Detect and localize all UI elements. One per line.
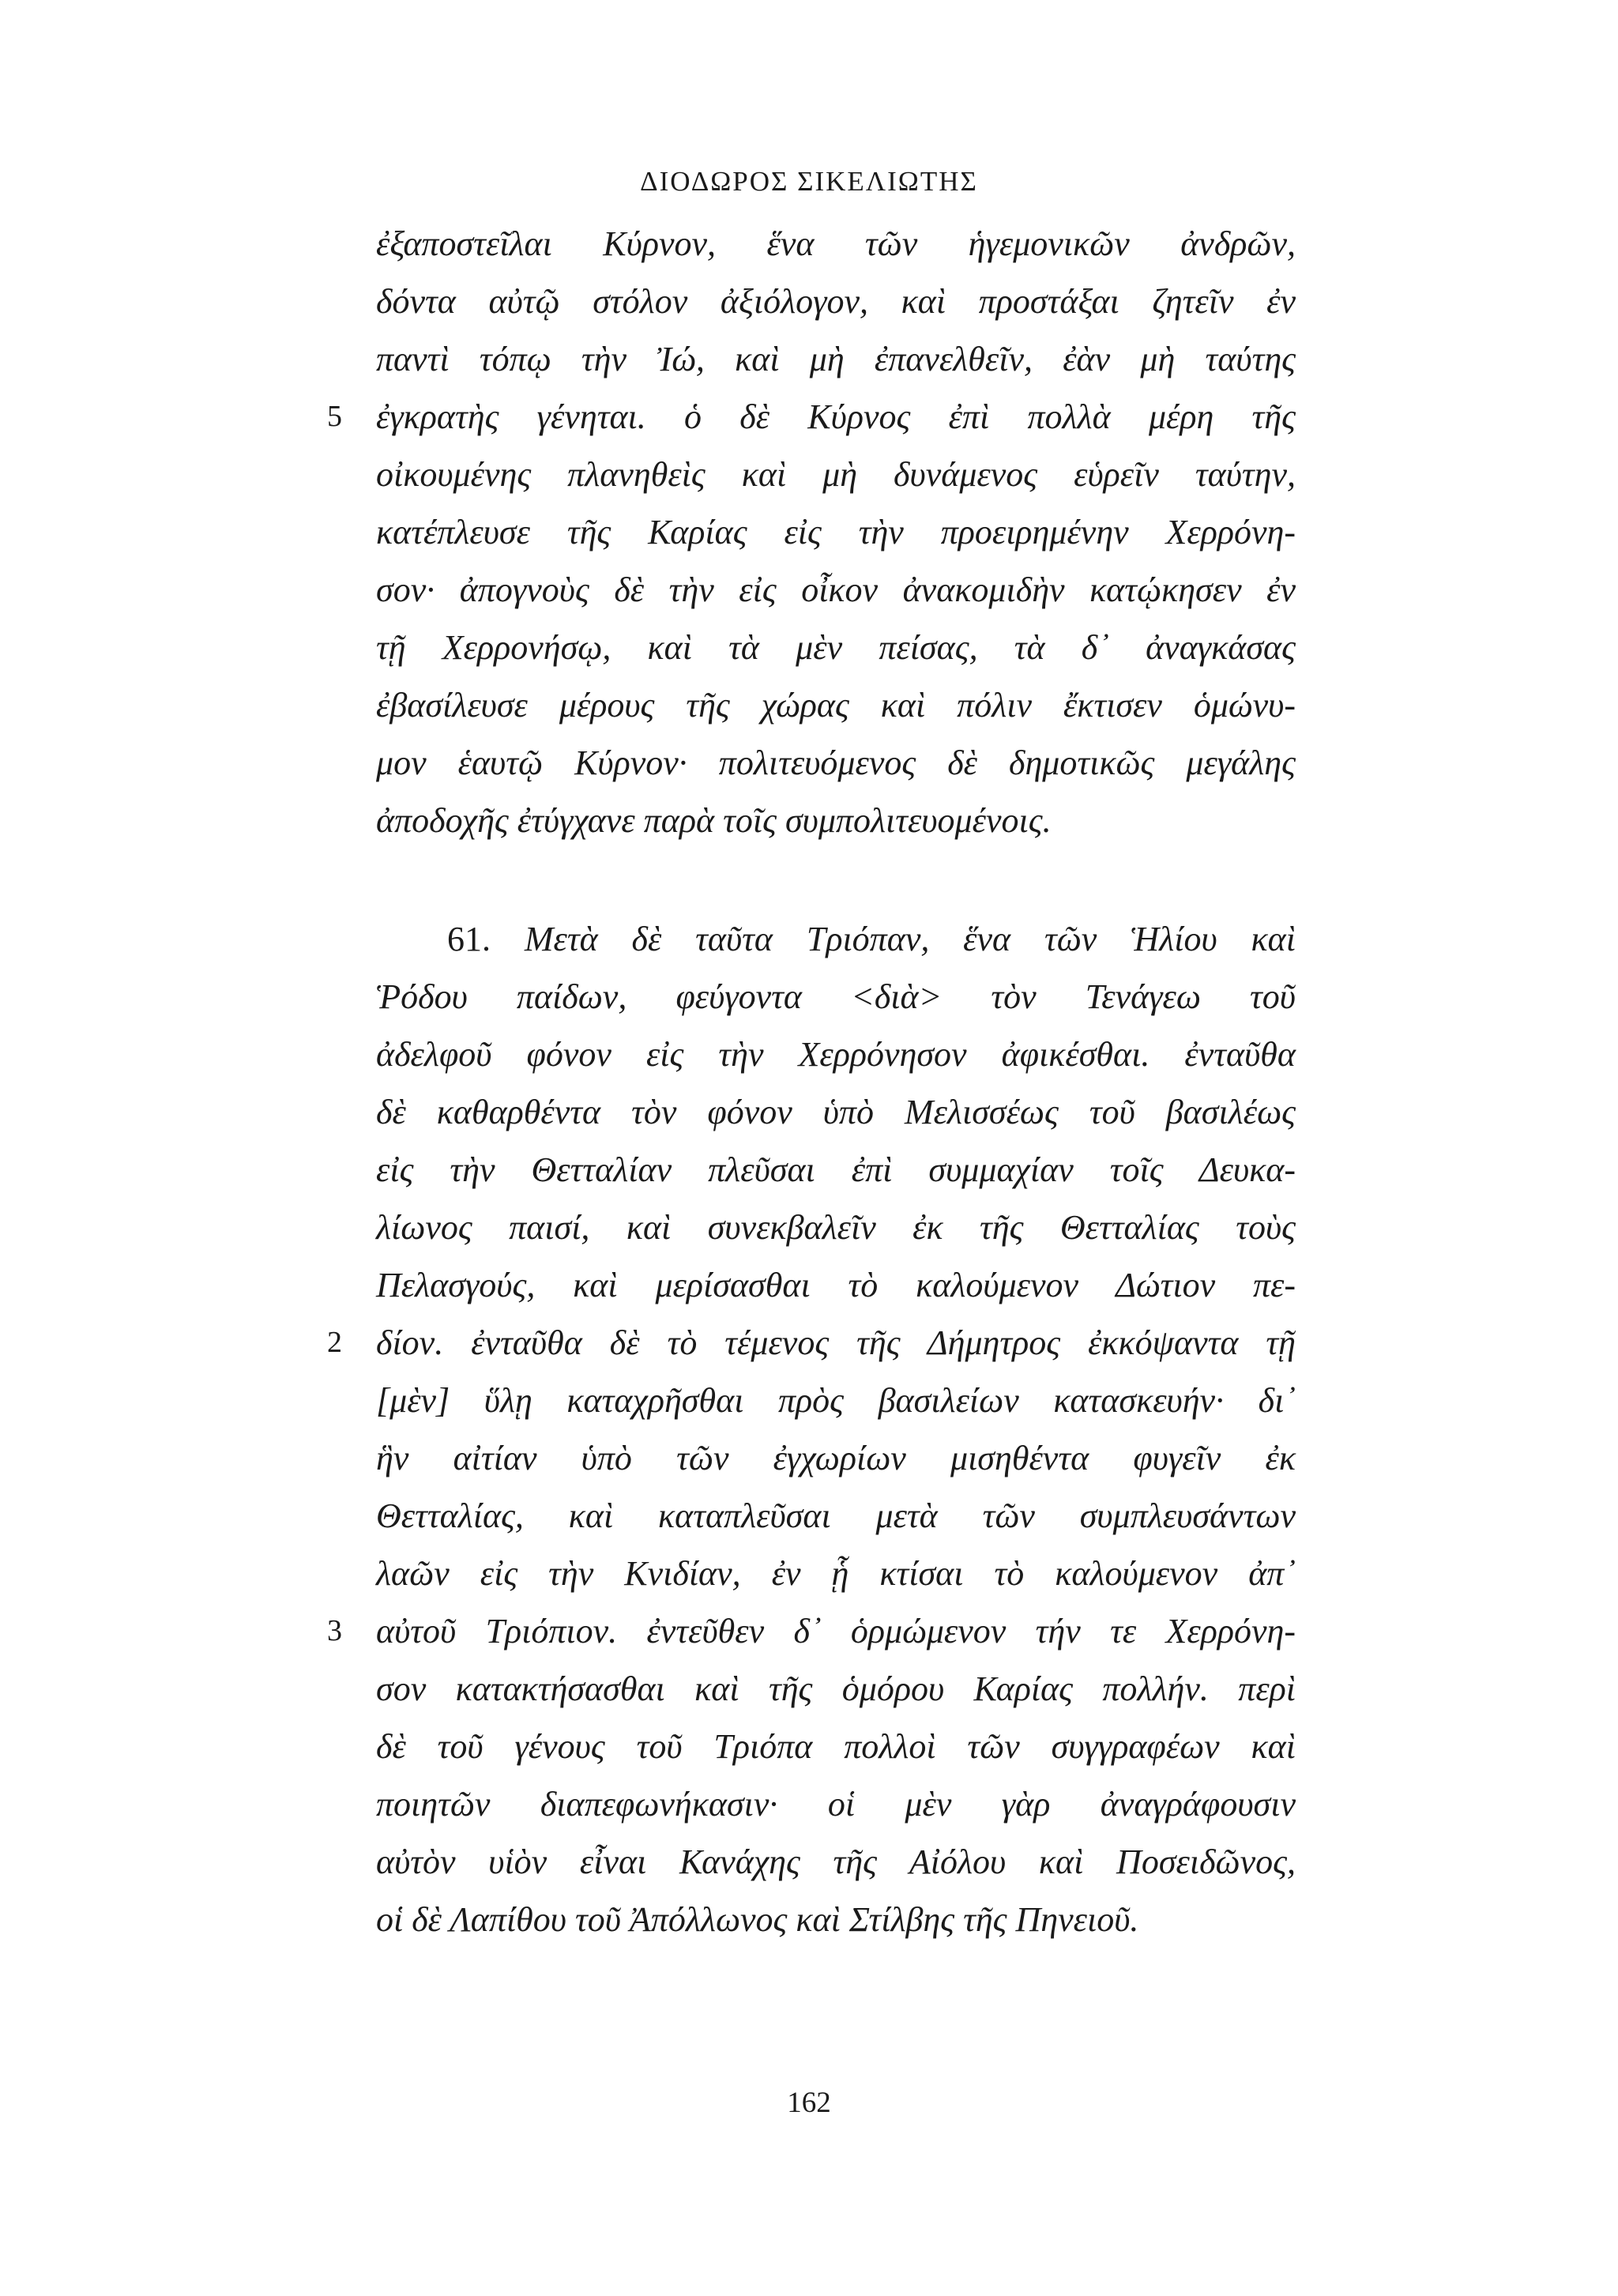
text-line: ποιητῶν διαπεφωνήκασιν· οἱ μὲν γὰρ ἀναγράφουσιν (376, 1785, 1296, 1824)
text-line: κατέπλευσε τῆς Καρίας εἰς τὴν προειρημένην Χερρόνη- (376, 513, 1296, 551)
text-line: λαῶν εἰς τὴν Κνιδίαν, ἐν ᾗ κτίσαι τὸ καλούμενον ἀπ᾽ (376, 1554, 1296, 1593)
line-text: δίον. ἐνταῦθα δὲ τὸ τέμενος τῆς Δήμητρος ἐκκόψαντα τῇ (376, 1323, 1296, 1362)
text-line: λίωνος παισί, καὶ συνεκβαλεῖν ἐκ τῆς Θετταλίας τοὺς (376, 1208, 1296, 1247)
text-line: σον κατακτήσασθαι καὶ τῆς ὁμόρου Καρίας πολλήν. περὶ (376, 1669, 1296, 1708)
margin-line-number: 3 (327, 1614, 342, 1647)
text-line: οἰκουμένης πλανηθεὶς καὶ μὴ δυνάμενος εὑρεῖν ταύτην, (376, 455, 1296, 494)
passage-one (327, 215, 1296, 849)
text-line-with-margin-number (327, 388, 1296, 446)
text-line: δὲ καθαρθέντα τὸν φόνον ὑπὸ Μελισσέως τοῦ βασιλέως (376, 1093, 1296, 1131)
text-line: ἀδελφοῦ φόνον εἰς τὴν Χερρόνησον ἀφικέσθαι. ἐνταῦθα (376, 1035, 1296, 1074)
text-line: τῇ Χερρονήσῳ, καὶ τὰ μὲν πείσας, τὰ δ᾽ ἀναγκάσας (376, 628, 1296, 667)
text-line: σον· ἀπογνοὺς δὲ τὴν εἰς οἶκον ἀνακομιδὴν κατῴκησεν ἐν (376, 570, 1296, 609)
line-text: Μετὰ δὲ ταῦτα Τριόπαν, ἕνα τῶν Ἡλίου καὶ (524, 920, 1296, 958)
text-line: ἐξαποστεῖλαι Κύρνον, ἕνα τῶν ἡγεμονικῶν ἀνδρῶν, (376, 224, 1296, 263)
text-line: Πελασγούς, καὶ μερίσασθαι τὸ καλούμενον Δώτιον πε- (376, 1266, 1296, 1304)
page-number: 162 (787, 2087, 831, 2119)
margin-line-number: 2 (327, 1326, 342, 1359)
margin-line-number: 5 (327, 400, 342, 433)
text-line: παντὶ τόπῳ τὴν Ἰώ, καὶ μὴ ἐπανελθεῖν, ἐὰν μὴ ταύτης (376, 340, 1296, 378)
text-line-with-margin-number (327, 1314, 1296, 1372)
text-line: δὲ τοῦ γένους τοῦ Τριόπα πολλοὶ τῶν συγγραφέων καὶ (376, 1727, 1296, 1766)
text-line: εἰς τὴν Θετταλίαν πλεῦσαι ἐπὶ συμμαχίαν τοῖς Δευκα- (376, 1150, 1296, 1189)
line-text: αὐτοῦ Τριόπιον. ἐντεῦθεν δ᾽ ὁρμώμενον τήν τε Χερρόνη- (376, 1612, 1296, 1650)
text-line-with-margin-number (327, 1602, 1296, 1660)
text-line: αὐτὸν υἱὸν εἶναι Κανάχης τῆς Αἰόλου καὶ Ποσειδῶνος, (376, 1842, 1296, 1881)
passage-two (327, 910, 1296, 1948)
text-line: ἀποδοχῆς ἐτύγχανε παρὰ τοῖς συμπολιτευομένοις. (376, 801, 1052, 840)
section-first-line (376, 910, 1296, 968)
text-line: [μὲν] ὕλῃ καταχρῆσθαι πρὸς βασιλείων κατασκευήν· δι᾽ (376, 1381, 1296, 1420)
text-line: ἐβασίλευσε μέρους τῆς χώρας καὶ πόλιν ἔκτισεν ὁμώνυ- (376, 686, 1296, 725)
section-number: 61. (447, 920, 491, 958)
text-line: οἱ δὲ Λαπίθου τοῦ Ἀπόλλωνος καὶ Στίλβης τῆς Πηνειοῦ. (376, 1900, 1139, 1939)
text-line: δόντα αὐτῷ στόλον ἀξιόλογον, καὶ προστάξαι ζητεῖν ἐν (376, 282, 1296, 321)
text-line: Ῥόδου παίδων, φεύγοντα <διὰ> τὸν Τενάγεω τοῦ (376, 977, 1296, 1016)
text-line: Θετταλίας, καὶ καταπλεῦσαι μετὰ τῶν συμπλευσάντων (376, 1496, 1296, 1535)
line-text: ἐγκρατὴς γένηται. ὁ δὲ Κύρνος ἐπὶ πολλὰ μέρη τῆς (376, 397, 1296, 436)
text-line: μον ἑαυτῷ Κύρνον· πολιτευόμενος δὲ δημοτικῶς μεγάλης (376, 743, 1296, 782)
text-line: ἣν αἰτίαν ὑπὸ τῶν ἐγχωρίων μισηθέντα φυγεῖν ἐκ (376, 1439, 1296, 1477)
running-title: ΔΙΟΔΩΡΟΣ ΣΙΚΕΛΙΩΤΗΣ (640, 166, 978, 197)
